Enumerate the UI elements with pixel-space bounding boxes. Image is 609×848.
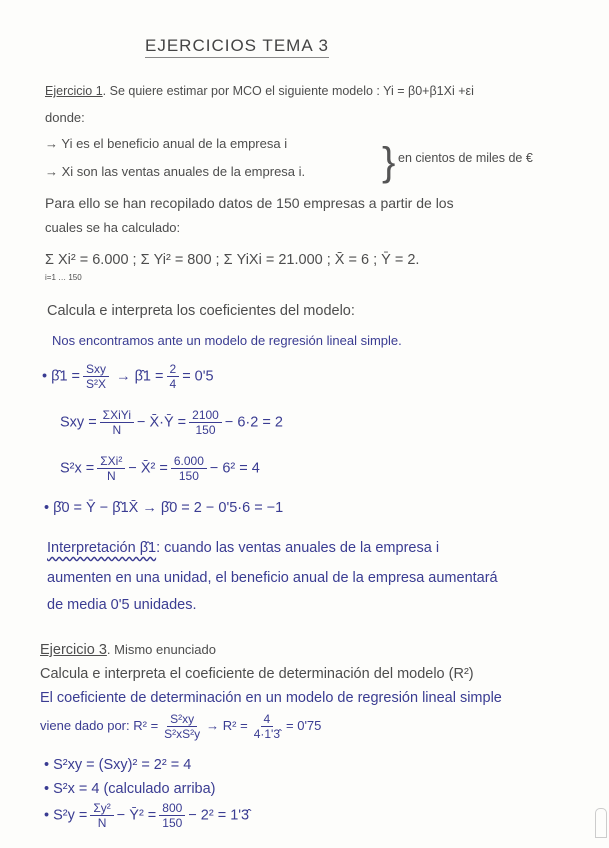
fraction bbox=[161, 712, 203, 741]
beta1-formula bbox=[42, 362, 214, 391]
fraction bbox=[90, 801, 113, 830]
fraction bbox=[83, 362, 109, 391]
denominator: 150 bbox=[195, 423, 216, 437]
fraction bbox=[100, 408, 134, 437]
lhs: Sxy = bbox=[60, 414, 97, 431]
r2-formula bbox=[40, 712, 321, 741]
r2-intro: El coeficiente de determinación en un modelo de regresión lineal simple bbox=[40, 690, 502, 706]
mid: → β̂1 = bbox=[116, 368, 164, 385]
numerator: 2 bbox=[167, 362, 180, 377]
corner-mark-icon bbox=[595, 808, 607, 838]
lhs: viene dado por: R² = bbox=[40, 717, 159, 733]
fraction bbox=[171, 454, 207, 483]
s2xy-line: • S²xy = (Sxy)² = 2² = 4 bbox=[44, 757, 192, 773]
numerator: ΣXi² bbox=[97, 454, 125, 469]
numerator: Σy² bbox=[90, 801, 113, 816]
fraction bbox=[159, 801, 185, 830]
exercise-1-statement bbox=[45, 84, 474, 98]
denominator: N bbox=[112, 423, 122, 437]
result: − 2² = 1'3̂ bbox=[188, 807, 250, 824]
data-line-1: Para ello se han recopilado datos de 150 empresas a partir de los bbox=[45, 195, 454, 211]
exercise-3-question: Calcula e interpreta el coeficiente de determinación del modelo (R²) bbox=[40, 666, 474, 682]
denominator: 4 bbox=[169, 377, 177, 391]
units-note: en cientos de miles de € bbox=[398, 151, 533, 165]
numerator: Sxy bbox=[83, 362, 109, 377]
yi-definition: → Yi es el beneficio anual de la empresa i bbox=[45, 136, 288, 151]
fraction bbox=[167, 362, 180, 391]
denominator: 4·1'3̂ bbox=[253, 727, 281, 741]
s2x-formula bbox=[60, 454, 260, 483]
interpretation-line-3: de media 0'5 unidades. bbox=[47, 597, 197, 613]
denominator: S²X bbox=[86, 377, 107, 391]
xi-definition: → Xi son las ventas anuales de la empresa i. bbox=[45, 164, 306, 179]
denominator: 150 bbox=[162, 816, 183, 830]
result: − 6² = 4 bbox=[209, 460, 260, 477]
mid: − X̄·Ȳ = bbox=[136, 414, 187, 431]
intro-line: Nos encontramos ante un modelo de regresión lineal simple. bbox=[52, 333, 402, 348]
denominator: 150 bbox=[178, 469, 199, 483]
s2x-line: • S²x = 4 (calculado arriba) bbox=[44, 781, 216, 797]
data-line-2: cuales se ha calculado: bbox=[45, 220, 181, 235]
interpretation-line-1 bbox=[47, 540, 439, 556]
lhs: • β̂1 = bbox=[42, 368, 81, 385]
numerator: 6.000 bbox=[171, 454, 207, 469]
exercise-1-label: Ejercicio 1 bbox=[45, 84, 103, 98]
mid: − Ȳ² = bbox=[116, 807, 157, 824]
fraction bbox=[189, 408, 222, 437]
mid: − X̄² = bbox=[128, 460, 168, 477]
sum-limits: i=1 … 150 bbox=[45, 273, 82, 282]
numerator: 4 bbox=[261, 712, 274, 727]
result: = 0'75 bbox=[286, 717, 322, 733]
exercise-3-statement bbox=[40, 642, 216, 658]
brace-icon: } bbox=[382, 140, 396, 184]
lhs: S²x = bbox=[60, 460, 95, 477]
donde: donde: bbox=[45, 110, 85, 125]
denominator: N bbox=[106, 469, 116, 483]
sums-line: Σ Xi² = 6.000 ; Σ Yi² = 800 ; Σ YiXi = 21.000 ; X̄ = 6 ; Ȳ = 2. bbox=[45, 252, 420, 268]
mid: → R² = bbox=[206, 717, 248, 733]
exercise-1-text: . Se quiere estimar por MCO el siguiente modelo : Yi = β0+β1Xi +εi bbox=[102, 84, 474, 98]
numerator: 800 bbox=[159, 801, 185, 816]
numerator: S²xy bbox=[167, 712, 197, 727]
numerator: ΣXiYi bbox=[100, 408, 134, 423]
sxy-formula bbox=[60, 408, 283, 437]
fraction bbox=[251, 712, 283, 741]
denominator: S²xS²y bbox=[164, 727, 201, 741]
denominator: N bbox=[97, 816, 107, 830]
exercise-3-text: . Mismo enunciado bbox=[106, 642, 217, 657]
result: = 0'5 bbox=[182, 368, 214, 385]
numerator: 2100 bbox=[189, 408, 222, 423]
interpretation-line-2: aumenten en una unidad, el beneficio anual de la empresa aumentará bbox=[47, 570, 498, 586]
result: − 6·2 = 2 bbox=[224, 414, 283, 431]
s2y-formula bbox=[44, 801, 249, 830]
interpretation-label: Interpretación β̂1 bbox=[47, 540, 157, 556]
page-title: EJERCICIOS TEMA 3 bbox=[145, 36, 329, 58]
fraction bbox=[97, 454, 125, 483]
beta0-formula: • β̂0 = Ȳ − β̂1X̄ → β̂0 = 2 − 0'5·6 = −1 bbox=[44, 500, 284, 516]
lhs: • S²y = bbox=[44, 807, 88, 824]
exercise-3-label: Ejercicio 3 bbox=[40, 642, 107, 658]
exercise-1-question: Calcula e interpreta los coeficientes del modelo: bbox=[47, 303, 355, 319]
interpretation-text: : cuando las ventas anuales de la empresa i bbox=[156, 540, 440, 556]
